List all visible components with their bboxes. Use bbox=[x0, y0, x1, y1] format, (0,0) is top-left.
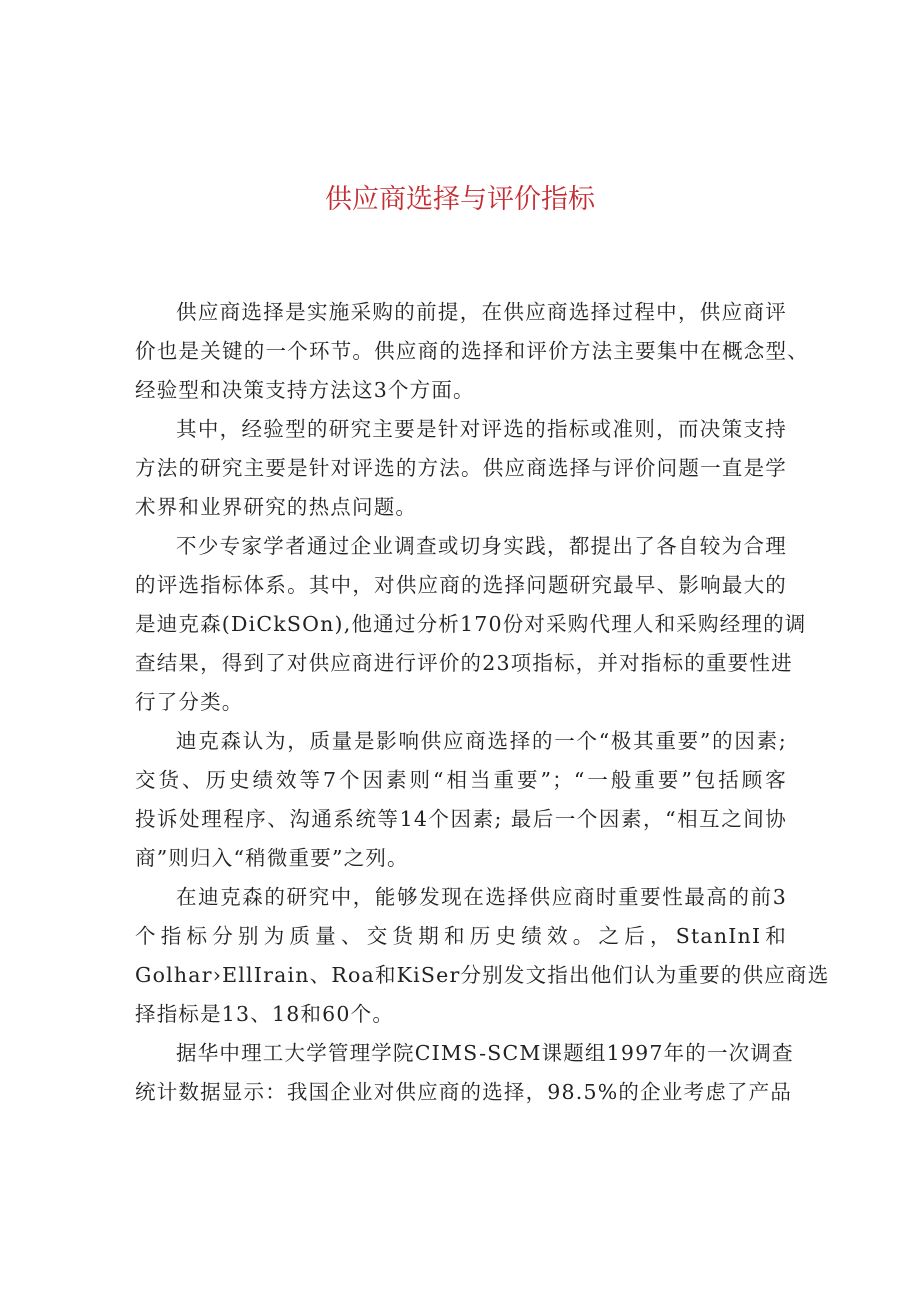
text-line: 投诉处理程序、沟通系统等14个因素; 最后一个因素，“相互之间协 bbox=[135, 807, 787, 831]
text-line: 术界和业界研究的热点问题。 bbox=[135, 495, 418, 519]
paragraph-5 bbox=[135, 878, 830, 1034]
text-line: 经验型和决策支持方法这3个方面。 bbox=[135, 378, 475, 402]
text-line: 不少专家学者通过企业调查或切身实践，都提出了各自较为合理 bbox=[176, 534, 787, 558]
text-line: 在迪克森的研究中，能够发现在选择供应商时重要性最高的前3 bbox=[176, 885, 787, 909]
text-line: 价也是关键的一个环节。供应商的选择和评价方法主要集中在概念型、 bbox=[135, 339, 809, 363]
text-line: 的评选指标体系。其中，对供应商的选择问题研究最早、影响最大的 bbox=[135, 573, 787, 597]
text-line: 个指标分别为质量、交货期和历史绩效。之后，StanInI和 bbox=[135, 924, 787, 948]
paragraph-2 bbox=[135, 410, 787, 527]
text-line: 供应商选择是实施采购的前提，在供应商选择过程中，供应商评 bbox=[176, 300, 787, 324]
text-line: 统计数据显示：我国企业对供应商的选择，98.5%的企业考虑了产品 bbox=[135, 1080, 793, 1104]
document-body bbox=[135, 293, 830, 1112]
paragraph-4 bbox=[135, 722, 787, 878]
text-line: 行了分类。 bbox=[135, 690, 244, 714]
text-line: Golhar›EllIrain、Roa和KiSer分别发文指出他们认为重要的供应商选 bbox=[135, 963, 830, 987]
text-line: 商”则归入“稍微重要”之列。 bbox=[135, 846, 409, 870]
text-line: 是迪克森(DiCkSOn),他通过分析170份对采购代理人和采购经理的调 bbox=[135, 612, 807, 636]
paragraph-6 bbox=[135, 1034, 794, 1112]
text-line: 迪克森认为，质量是影响供应商选择的一个“极其重要”的因素; bbox=[176, 729, 787, 753]
text-line: 查结果，得到了对供应商进行评价的23项指标，并对指标的重要性进 bbox=[135, 651, 793, 675]
text-line: 方法的研究主要是针对评选的方法。供应商选择与评价问题一直是学 bbox=[135, 456, 787, 480]
text-line: 据华中理工大学管理学院CIMS-SCM课题组1997年的一次调查 bbox=[176, 1041, 794, 1065]
text-line: 交货、历史绩效等7个因素则“相当重要”；“一般重要”包括顾客 bbox=[135, 768, 787, 792]
text-line: 其中，经验型的研究主要是针对评选的指标或准则，而决策支持 bbox=[176, 417, 787, 441]
paragraph-1 bbox=[135, 293, 809, 410]
paragraph-3 bbox=[135, 527, 807, 722]
document-title: 供应商选择与评价指标 bbox=[325, 184, 595, 216]
text-line: 择指标是13、18和60个。 bbox=[135, 1002, 395, 1026]
